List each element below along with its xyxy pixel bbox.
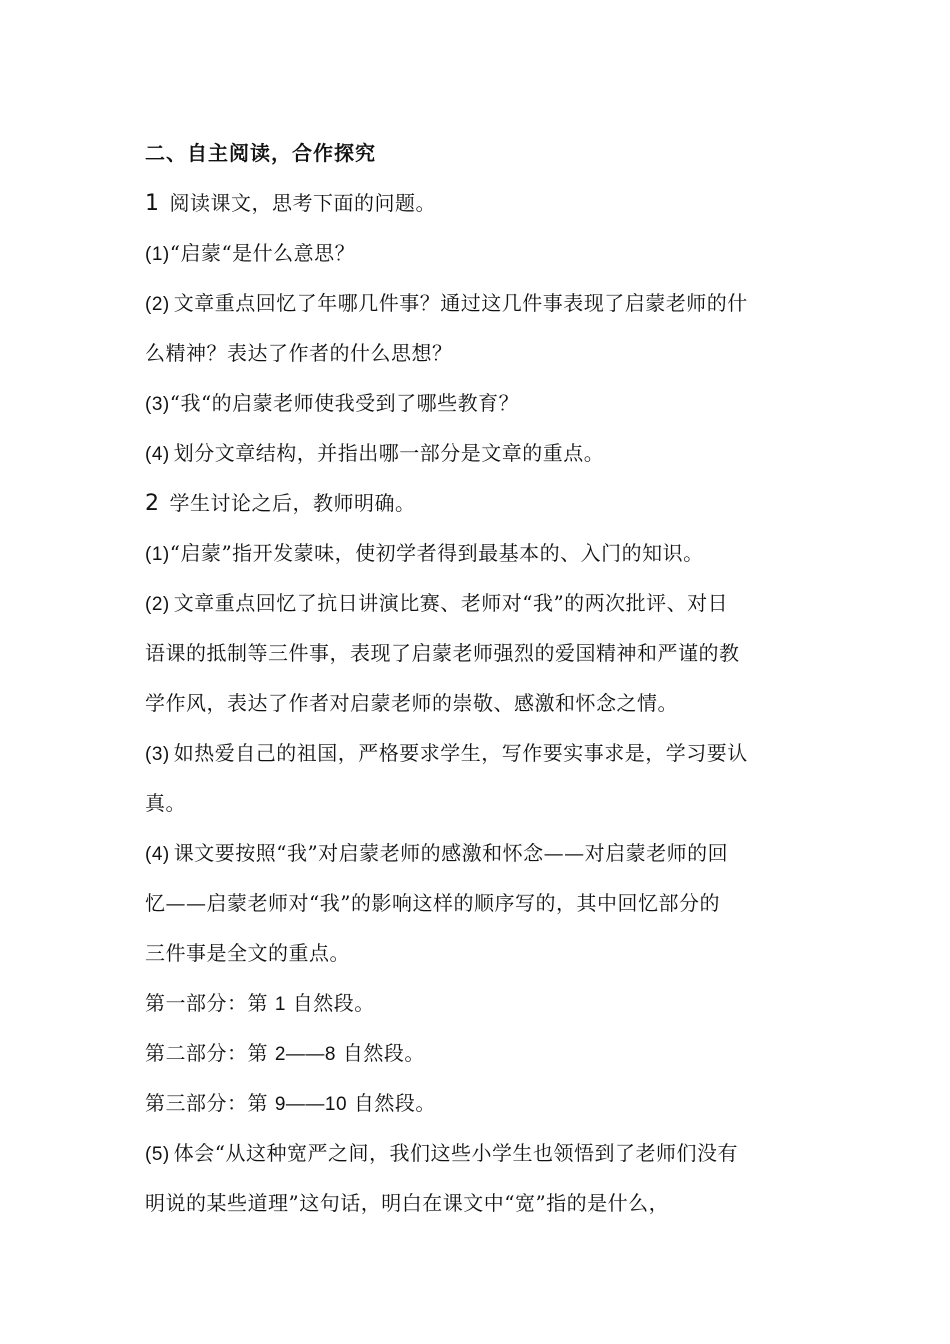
answer-5-text-1: 体会“从这种宽严之间，我们这些小学生也领悟到了老师们没有 (173, 1141, 738, 1165)
answer-2-line-1 (145, 578, 805, 628)
part-3-suffix: 自然段。 (353, 1091, 436, 1115)
part-2-prefix: 第二部分：第 (145, 1041, 268, 1065)
answer-4-line-2: 忆——启蒙老师对“我”的影响这样的顺序写的，其中回忆部分的 (145, 891, 720, 915)
question-2-line-2: 么精神？表达了作者的什么思想？ (145, 341, 453, 365)
answer-5-number: (5) (145, 1144, 170, 1165)
question-4 (145, 428, 805, 478)
question-4-number: (4) (145, 444, 170, 465)
question-1-number: (1) (145, 244, 170, 265)
part-2-range: 2——8 (274, 1044, 336, 1065)
question-2-number: (2) (145, 294, 170, 315)
answer-4-text-1: 课文要按照“我”对启蒙老师的感激和怀念——对启蒙老师的回 (173, 841, 729, 865)
part-1 (145, 978, 805, 1028)
question-2-text-1: 文章重点回忆了年哪几件事？通过这几件事表现了启蒙老师的什 (173, 291, 748, 315)
answer-4-line-1 (145, 828, 805, 878)
answer-3-line-1 (145, 728, 805, 778)
answer-2-text-1: 文章重点回忆了抗日讲演比赛、老师对“我”的两次批评、对日 (173, 591, 729, 615)
item-1-text: 阅读课文，思考下面的问题。 (169, 191, 436, 215)
answer-1-text: “启蒙”指开发蒙味，使初学者得到最基本的、入门的知识。 (169, 541, 704, 565)
part-1-prefix: 第一部分：第 (145, 991, 268, 1015)
answer-3-line-2: 真。 (145, 791, 186, 815)
part-3-prefix: 第三部分：第 (145, 1091, 268, 1115)
answer-5-line-2: 明说的某些道理”这句话，明白在课文中“宽”指的是什么， (145, 1191, 670, 1215)
part-3-range: 9——10 (274, 1094, 348, 1115)
answer-2-line-2: 语课的抵制等三件事，表现了启蒙老师强烈的爱国精神和严谨的教 (145, 641, 740, 665)
part-1-range: 1 (274, 994, 286, 1015)
question-3 (145, 378, 805, 428)
part-1-suffix: 自然段。 (292, 991, 375, 1015)
question-2-line-1 (145, 278, 805, 328)
part-2 (145, 1028, 805, 1078)
item-1 (145, 178, 805, 228)
answer-3-number: (3) (145, 744, 170, 765)
answer-5-line-1 (145, 1128, 805, 1178)
item-2-text: 学生讨论之后，教师明确。 (169, 491, 416, 515)
answer-4-number: (4) (145, 844, 170, 865)
answer-1 (145, 528, 805, 578)
answer-2-number: (2) (145, 594, 170, 615)
part-2-suffix: 自然段。 (342, 1041, 425, 1065)
question-3-number: (3) (145, 394, 170, 415)
question-1-text: “启蒙“是什么意思？ (169, 241, 356, 265)
question-3-text: “我“的启蒙老师使我受到了哪些教育？ (169, 391, 520, 415)
item-1-number: 1 (145, 191, 160, 216)
question-4-text: 划分文章结构，并指出哪一部分是文章的重点。 (173, 441, 605, 465)
part-3 (145, 1078, 805, 1128)
document-body (145, 128, 805, 1228)
answer-4-line-3: 三件事是全文的重点。 (145, 941, 350, 965)
question-1 (145, 228, 805, 278)
item-2 (145, 478, 805, 528)
section-heading: 二、自主阅读，合作探究 (145, 141, 376, 165)
answer-2-line-3: 学作风，表达了作者对启蒙老师的崇敬、感激和怀念之情。 (145, 691, 678, 715)
answer-1-number: (1) (145, 544, 170, 565)
item-2-number: 2 (145, 491, 160, 516)
answer-3-text-1: 如热爱自己的祖国，严格要求学生，写作要实事求是，学习要认 (173, 741, 748, 765)
